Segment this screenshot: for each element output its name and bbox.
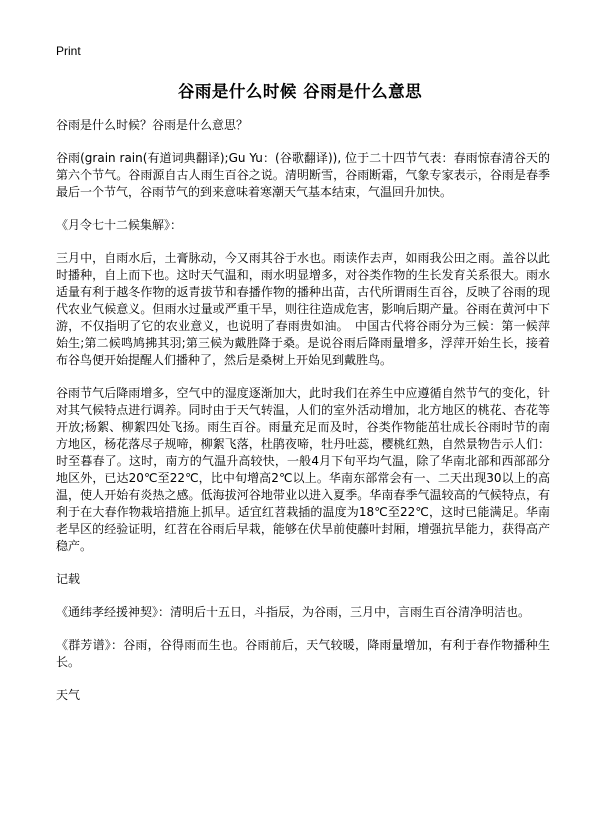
records-heading: 记载 bbox=[56, 572, 81, 586]
print-label: Print bbox=[56, 44, 81, 58]
quote-title: 《月令七十二候集解》： bbox=[56, 218, 183, 232]
climate-paragraph: 谷雨节气后降雨增多，空气中的湿度逐渐加大，此时我们在养生中应遵循自然节气的变化，针对其气候特点进行调养。同时由于天气转温，人们的室外活动增加，北方地区的桃花、杏花等开放;杨絮、柳絮四处飞扬。雨生百谷。雨量充足而及时，谷类作物能茁壮成长谷雨时节的南方地区，杨花落尽子规啼，柳絮飞落，杜鹃夜啼，牡丹吐蕊，樱桃红熟，自然景物告示人们：时至暮春了。这时，南方的气温升高较快，一般4月下旬平均气温，除了华南北部和西部部分地区外，已达20℃至22℃，比中旬增高2℃以上。华南东部常会有一、二天出现30以上的高温，使人开始有炎热之感。低海拔河谷地带业以进入夏季。华南春季气温较高的气候特点，有利于在大春作物栽培措施上抓早。适宜红苕栽插的温度为18℃至22℃，这时已能满足。华南老旱区的经验证明，红苕在谷雨后早栽，能够在伏旱前使藤叶封厢，增强抗旱能力，获得高产稳产。 bbox=[56, 386, 550, 553]
subtitle: 谷雨是什么时候？谷雨是什么意思？ bbox=[56, 118, 249, 132]
record-paragraph-2: 《群芳谱》：谷雨，谷得雨而生也。谷雨前后，天气较暖，降雨量增加，有利于春作物播种生长。 bbox=[56, 638, 550, 669]
article-body bbox=[56, 117, 550, 704]
page-title: 谷雨是什么时候 谷雨是什么意思 bbox=[177, 82, 423, 101]
record-paragraph-1: 《通纬孝经援神契》：清明后十五日，斗指辰，为谷雨，三月中，言雨生百谷清净明洁也。 bbox=[56, 605, 531, 619]
weather-heading: 天气 bbox=[56, 688, 81, 702]
quote-paragraph: 三月中，自雨水后，土膏脉动，今又雨其谷于水也。雨读作去声，如雨我公田之雨。盖谷以此时播种，自上而下也。这时天气温和，雨水明显增多，对谷类作物的生长发育关系很大。雨水适量有利于越冬作物的返青拔节和春播作物的播种出苗，古代所谓雨生百谷，反映了谷雨的现代农业气候意义。但雨水过量或严重干旱，则往往造成危害，影响后期产量。谷雨在黄河中下游，不仅指明了它的农业意义，也说明了春雨贵如油。 中国古代将谷雨分为三候：第一候萍始生;第二候鸣鸠拂其羽;第三候为戴胜降于桑。是说谷雨后降雨量增多，浮萍开始生长，接着布谷鸟便开始提醒人们播种了，然后是桑树上开始见到戴胜鸟。 bbox=[56, 251, 550, 367]
intro-paragraph: 谷雨(grain rain(有道词典翻译);Gu Yu：(谷歌翻译)), 位于二十四节气表：春雨惊春清谷天的第六个节气。谷雨源自古人雨生百谷之说。清明断雪，谷雨断霜，气象专家表示，谷雨是春季最后一个节气，谷雨节气的到来意味着寒潮天气基本结束，气温回升加快。 bbox=[56, 151, 550, 199]
